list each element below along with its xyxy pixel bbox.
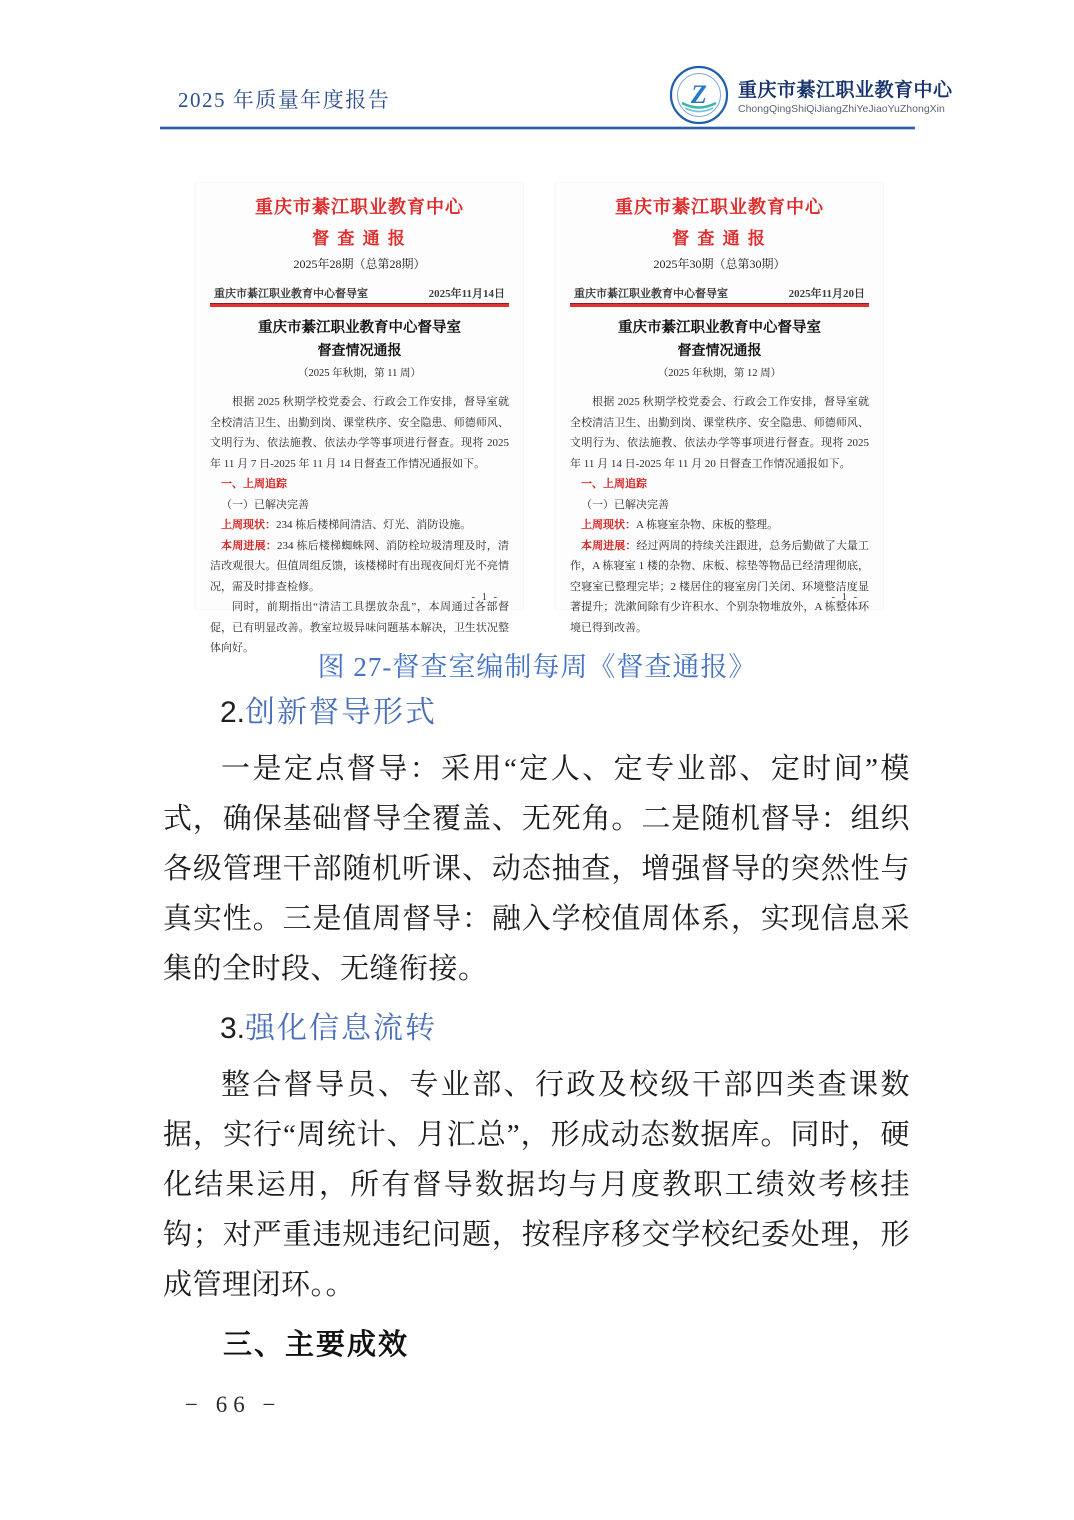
bulletin-followup-paragraph: 同时，前期指出“清洁工具摆放杂乱”，本周通过各部督促，已有明显改善。教室垃圾异味问题基本解决，卫生状况整体向好。 <box>210 601 509 654</box>
bulletin-masthead-org: 重庆市綦江职业教育中心 <box>615 197 824 217</box>
bulletin-progress-line <box>570 536 869 639</box>
org-logo-text <box>738 75 953 115</box>
bulletin-issue-number: 2025年28期（总第28期） <box>293 257 426 271</box>
section-heading-2 <box>220 692 910 734</box>
section-title: 强化信息流转 <box>245 1012 438 1045</box>
progress-label: 本周进展： <box>221 539 277 552</box>
bulletin-intro-paragraph: 根据 2025 秋期学校党委会、行政会工作安排，督导室就全校清洁卫生、出勤到岗、课堂秩序、安全隐患、师德师风、文明行为、依法施教、依法办学等事项进行督查。现将 2025 年 11 月 7 日-2025 年 11 月 14 日督查工作情况通报如下。 <box>210 396 509 470</box>
bulletin-masthead-title: 督 查 通 报 <box>312 229 407 248</box>
bulletin-issue-date: 2025年11月14日 <box>428 288 505 300</box>
bulletin-doc-subtitle: 督查情况通报 <box>677 344 762 359</box>
org-name-cn: 重庆市綦江职业教育中心 <box>738 80 953 101</box>
status-label: 上周现状： <box>581 519 636 531</box>
header-divider <box>160 126 915 130</box>
status-label: 上周现状： <box>221 519 276 531</box>
bulletin-red-divider <box>570 303 869 307</box>
bulletin-body <box>210 392 509 659</box>
org-logo-emblem-icon <box>668 64 730 126</box>
org-name-pinyin: ChongQingShiQiJiangZhiYeJiaoYuZhongXin <box>738 103 945 115</box>
bulletin-masthead-org: 重庆市綦江职业教育中心 <box>255 197 464 217</box>
bulletin-red-divider <box>210 303 509 307</box>
figure-caption: 图 27-督查室编制每周《督查通报》 <box>317 652 757 682</box>
bulletin-subsection-heading: （一）已解决完善 <box>581 498 669 511</box>
bulletin-intro-paragraph: 根据 2025 秋期学校党委会、行政会工作安排，督导室就全校清洁卫生、出勤到岗、课堂秩序、安全隐患、师德师风、文明行为、依法施教、依法办学等事项进行督查。现将 2025 年 11 月 14 日-2025 年 11 月 20 日督查工作情况通报如下。 <box>570 396 869 470</box>
section-heading-3 <box>220 1008 910 1050</box>
bulletin-status-line <box>210 515 509 536</box>
bulletin-section-heading: 一、上周追踪 <box>221 478 287 490</box>
logo-monogram: Z <box>691 80 707 109</box>
section-number: 2. <box>220 696 246 729</box>
bulletin-progress-line <box>210 536 509 598</box>
section-2-paragraph: 一是定点督导：采用“定人、定专业部、定时间”模式，确保基础督导全覆盖、无死角。二是随机督导：组织各级管理干部随机听课、动态抽查，增强督导的突然性与真实性。三是值周督导：融入学校值周体系，实现信息采集的全时段、无缝衔接。 <box>163 753 910 985</box>
status-text: A 栋寝室杂物、床板的整理。 <box>636 519 779 531</box>
section-title: 创新督导形式 <box>245 696 438 729</box>
section-3-paragraph: 整合督导员、专业部、行政及校级干部四类查课数据，实行“周统计、月汇总”，形成动态数据库。同时，硬化结果运用，所有督导数据均与月度教职工绩效考核挂钩；对严重违规违纪问题，按程序移交学校纪委处理，形成管理闭环。。 <box>163 1069 910 1301</box>
bulletin-subsection-heading: （一）已解决完善 <box>221 498 309 511</box>
bulletin-doc-title: 重庆市綦江职业教育中心督导室 <box>258 320 461 336</box>
bulletin-doc-title: 重庆市綦江职业教育中心督导室 <box>618 320 821 336</box>
bulletin-doc-subtitle: 督查情况通报 <box>317 344 402 359</box>
bulletin-issue-number: 2025年30期（总第30期） <box>653 257 786 271</box>
bulletin-issuer-name: 重庆市綦江职业教育中心督导室 <box>214 288 368 300</box>
progress-label: 本周进展： <box>581 539 637 552</box>
bulletin-status-line <box>570 515 869 536</box>
bulletin-issuer-row <box>570 285 869 301</box>
progress-text: 234 栋后楼梯蜘蛛网、消防栓垃圾清理及时，清洁改观很大。但值周组反馈，该楼梯时有出现夜间灯光不亮情况，需及时排查检修。 <box>210 539 510 593</box>
bulletin-issuer-row <box>210 285 509 301</box>
page-number: − 66 − <box>185 1392 282 1417</box>
bulletin-page-number: - 1 - <box>831 592 859 603</box>
report-body <box>163 692 910 1366</box>
section-number: 3. <box>220 1012 246 1045</box>
bulletin-page-number: - 1 - <box>471 592 499 603</box>
bulletin-section-heading: 一、上周追踪 <box>581 478 647 490</box>
bulletin-week-line: （2025 年秋期，第 12 周） <box>657 368 782 379</box>
bulletin-issuer-name: 重庆市綦江职业教育中心督导室 <box>574 288 728 300</box>
status-text: 234 栋后楼梯间清洁、灯光、消防设施。 <box>276 519 472 531</box>
bulletin-issue-date: 2025年11月20日 <box>788 288 865 300</box>
report-header-title: 2025 年质量年度报告 <box>178 88 391 112</box>
bulletin-images-row <box>196 183 884 654</box>
bulletin-masthead-title: 督 查 通 报 <box>672 229 767 248</box>
bulletin-body <box>570 392 869 638</box>
bulletin-week-line: （2025 年秋期，第 11 周） <box>298 368 421 379</box>
bulletin-image-1 <box>196 183 523 654</box>
org-logo <box>668 64 953 126</box>
bulletin-image-2 <box>556 183 883 634</box>
closing-heading: 三、主要成效 <box>223 1329 410 1361</box>
progress-text: 经过两周的持续关注跟进，总务后勤做了大量工作，A 栋寝室 1 楼的杂物、床板、棕垫等物品已经清理彻底，空寝室已整理完毕；2 楼居住的寝室房门关闭、环境整洁度显著提升；洗漱间除有少许积水、个别杂物堆放外，A 栋整体环境已得到改善。 <box>570 539 870 634</box>
